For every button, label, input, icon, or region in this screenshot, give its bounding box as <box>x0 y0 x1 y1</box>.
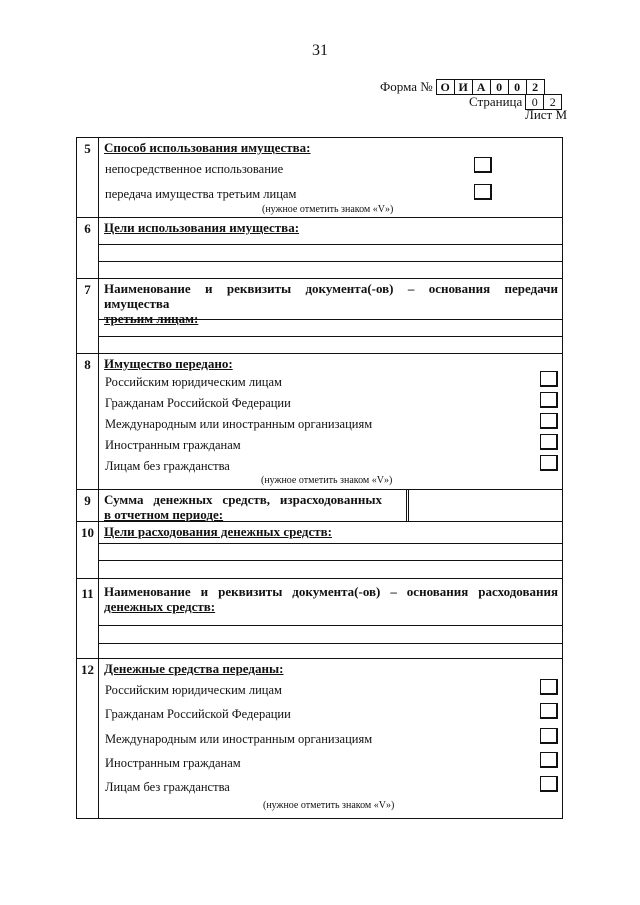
option-foreign-citizens: Иностранным гражданам <box>105 756 241 770</box>
section-5 <box>77 138 562 218</box>
form-code-cells <box>436 79 545 95</box>
section-title <box>104 492 382 522</box>
checkbox-transfer-third-parties[interactable] <box>474 184 492 200</box>
section-9 <box>77 490 562 522</box>
checkbox-stateless[interactable] <box>540 776 558 792</box>
amount-input[interactable] <box>410 490 562 521</box>
section-number: 10 <box>77 522 99 578</box>
entry-line[interactable] <box>99 319 562 320</box>
checkbox-direct-use[interactable] <box>474 157 492 173</box>
option-russian-legal: Российским юридическим лицам <box>105 683 282 697</box>
checkbox-russian-citizens[interactable] <box>540 703 558 719</box>
option-direct-use: непосредственное использование <box>105 162 284 176</box>
section-number: 7 <box>77 279 99 353</box>
form-code-cell: И <box>455 80 473 94</box>
section-12 <box>77 659 562 818</box>
check-note: (нужное отметить знаком «V») <box>263 800 395 811</box>
option-foreign-citizens: Иностранным гражданам <box>105 438 241 452</box>
check-note: (нужное отметить знаком «V») <box>262 204 394 215</box>
option-russian-legal: Российским юридическим лицам <box>105 375 282 389</box>
section-number: 11 <box>77 579 99 658</box>
amount-divider <box>408 490 409 521</box>
entry-line[interactable] <box>99 543 562 544</box>
entry-line[interactable] <box>99 261 562 262</box>
form-code-cell: А <box>473 80 491 94</box>
section-number: 5 <box>77 138 99 217</box>
page-code-cell: 0 <box>526 95 544 109</box>
section-8 <box>77 354 562 490</box>
option-international-orgs: Международным или иностранным организациям <box>105 732 373 746</box>
section-10 <box>77 522 562 579</box>
entry-line[interactable] <box>99 643 562 644</box>
section-title-line: денежных средств: <box>104 599 216 614</box>
section-number: 6 <box>77 218 99 278</box>
section-number: 8 <box>77 354 99 489</box>
checkbox-russian-citizens[interactable] <box>540 392 558 408</box>
option-russian-citizens: Гражданам Российской Федерации <box>105 707 291 721</box>
checkbox-foreign-citizens[interactable] <box>540 752 558 768</box>
option-transfer-third-parties: передача имущества третьим лицам <box>105 187 297 201</box>
entry-line[interactable] <box>99 336 562 337</box>
checkbox-international-orgs[interactable] <box>540 728 558 744</box>
section-title: Имущество передано: <box>104 356 233 371</box>
check-note: (нужное отметить знаком «V») <box>261 475 393 486</box>
checkbox-foreign-citizens[interactable] <box>540 434 558 450</box>
section-number: 12 <box>77 659 99 818</box>
checkbox-international-orgs[interactable] <box>540 413 558 429</box>
checkbox-russian-legal[interactable] <box>540 679 558 695</box>
section-title-line: третьим лицам: <box>104 311 199 326</box>
form-label: Форма № <box>380 79 433 94</box>
section-6 <box>77 218 562 279</box>
option-stateless: Лицам без гражданства <box>105 780 230 794</box>
entry-line[interactable] <box>99 244 562 245</box>
section-title-line: Наименование и реквизиты документа(-ов) – основания расходования <box>104 584 558 599</box>
form-code-cell: 2 <box>532 80 539 94</box>
section-title: Цели использования имущества: <box>104 220 300 235</box>
option-international-orgs: Международным или иностранным организациям <box>105 417 373 431</box>
checkbox-stateless[interactable] <box>540 455 558 471</box>
section-number: 9 <box>77 490 99 521</box>
page-code-cell: 2 <box>549 95 556 109</box>
option-stateless: Лицам без гражданства <box>105 459 230 473</box>
section-title <box>104 584 558 614</box>
section-title-line: Наименование и реквизиты документа(-ов) – основания передачи имущества <box>104 281 558 311</box>
section-title-line: Сумма денежных средств, израсходованных <box>104 492 382 507</box>
section-11 <box>77 579 562 659</box>
section-title: Денежные средства переданы: <box>104 661 284 676</box>
option-russian-citizens: Гражданам Российской Федерации <box>105 396 291 410</box>
section-title: Цели расходования денежных средств: <box>104 524 333 539</box>
amount-divider <box>406 490 407 521</box>
page-number: 31 <box>312 42 328 59</box>
form-code-cell: О <box>437 80 455 94</box>
entry-line[interactable] <box>99 625 562 626</box>
form-number-row <box>380 79 545 95</box>
section-7 <box>77 279 562 354</box>
checkbox-russian-legal[interactable] <box>540 371 558 387</box>
form-code-cell: 0 <box>491 80 509 94</box>
form-code-cell: 0 <box>509 80 527 94</box>
form-table <box>76 137 563 819</box>
section-title: Способ использования имущества: <box>104 140 311 155</box>
section-title-line: в отчетном периоде: <box>104 507 224 522</box>
page-label: Страница <box>469 94 523 109</box>
entry-line[interactable] <box>99 560 562 561</box>
sheet-label: Лист М <box>525 107 568 122</box>
